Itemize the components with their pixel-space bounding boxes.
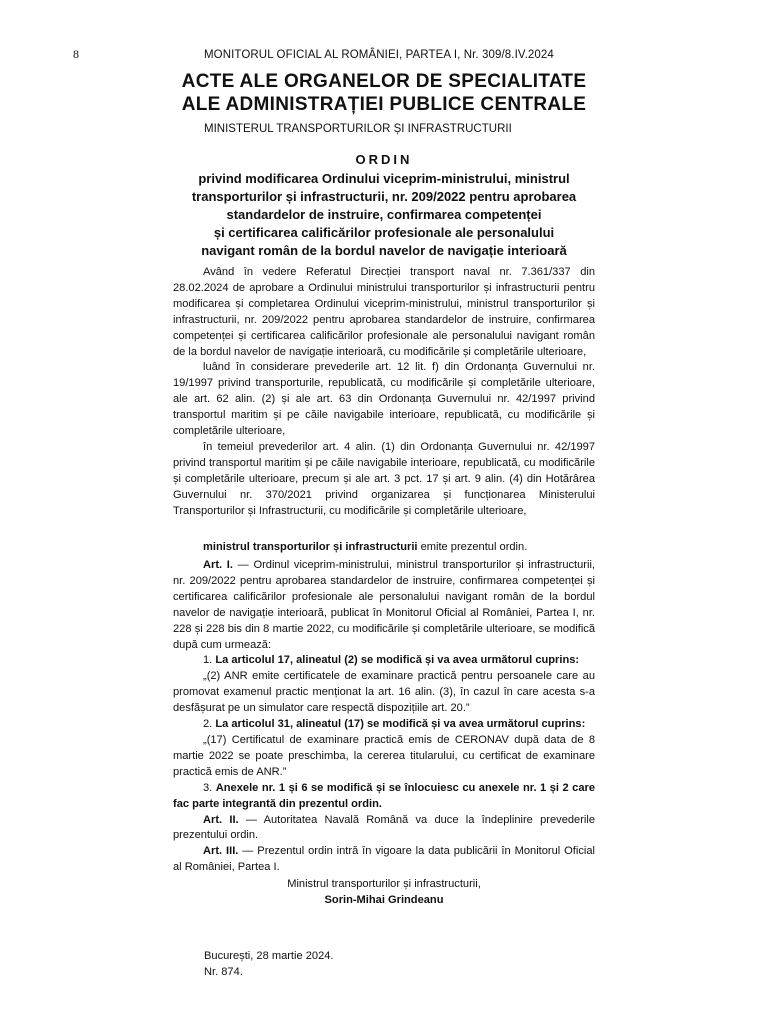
item-2-number: 2. xyxy=(203,718,216,731)
order-number: Nr. 874. xyxy=(204,965,243,978)
issuer-rest: emite prezentul ordin. xyxy=(417,541,528,553)
section-title-line2: ALE ADMINISTRAȚIEI PUBLICE CENTRALE xyxy=(181,94,587,115)
item-2-heading: La articolul 31, alineatul (17) se modifică și va avea următorul cuprins: xyxy=(215,718,586,731)
order-subtitle-line2: transporturilor și infrastructurii, nr. 209/2022 pentru aprobarea xyxy=(191,189,577,204)
article-1-text: — Ordinul viceprim-ministrului, ministrul transporturilor și infrastructurii, nr. 209/2022 pentru aprobarea standardelor de instruire, confirmarea competenței și certificarea calificărilor profesionale ale personalului navigant român de la bordul navelor de navigație interioară, publicat în Monitorul Oficial al României, Partea I, nr. 228 și 228 bis din 8 martie 2022, cu modificările și completările ulterioare, se modifică după cum urmează: xyxy=(173,559,595,651)
signature-name: Sorin-Mihai Grindeanu xyxy=(324,894,444,906)
issuing-clause xyxy=(173,540,595,556)
order-subtitle-line4: și certificarea calificărilor profesionale ale personalului xyxy=(213,225,555,240)
ministry-name: MINISTERUL TRANSPORTURILOR ȘI INFRASTRUCTURII xyxy=(204,123,512,135)
article-1-item-2 xyxy=(173,717,595,733)
preamble xyxy=(173,265,595,520)
article-1-item-1 xyxy=(173,653,595,669)
article-1-item-3 xyxy=(173,781,595,813)
signature-role: Ministrul transporturilor și infrastructurii, xyxy=(287,878,481,890)
article-1-item-2-body: „(17) Certificatul de examinare practică emis de CERONAV după data de 8 martie 2022 se poate preschimba, la cererea titularului, cu certificat de examinare practică emis de ANR.” xyxy=(173,733,595,778)
item-3-number: 3. xyxy=(203,781,216,794)
page-number: 8 xyxy=(73,47,79,61)
issuing-clause-text xyxy=(173,540,595,556)
article-1 xyxy=(173,558,595,653)
section-title-line1: ACTE ALE ORGANELOR DE SPECIALITATE xyxy=(181,71,587,92)
section-title xyxy=(170,70,598,116)
order-subtitle xyxy=(168,170,600,260)
document-footer xyxy=(204,949,334,980)
article-2 xyxy=(173,813,595,845)
place-and-date: București, 28 martie 2024. xyxy=(204,950,334,962)
item-3-heading: Anexele nr. 1 și 6 se modifică și se înlocuiesc cu anexele nr. 1 și 2 care fac parte integrantă din prezentul ordin. xyxy=(173,781,595,810)
issuer-name: ministrul transporturilor și infrastructurii xyxy=(203,541,418,553)
preamble-paragraph-3: în temeiul prevederilor art. 4 alin. (1) din Ordonanța Guvernului nr. 42/1997 privind transportul maritim și pe căile navigabile interioare, republicată, cu modificările și completările ulterioare, precum și ale art. 3 pct. 17 și art. 9 alin. (4) din Hotărârea Guvernului nr. 370/2021 privind organizarea și funcționarea Ministerului Transporturilor și Infrastructurii, cu modificările și completările ulterioare, xyxy=(173,440,595,517)
order-title: ORDIN xyxy=(355,152,413,167)
signature-block xyxy=(173,876,595,908)
article-3 xyxy=(173,844,595,876)
article-1-item-1-body: „(2) ANR emite certificatele de examinare practică pentru persoanele care au promovat examenul practic menționat la art. 16 alin. (3), în cazul în care acesta s-a desfășurat pe un simulator care respectă dispozițiile art. 20.” xyxy=(173,670,595,715)
item-1-heading: La articolul 17, alineatul (2) se modifică și va avea următorul cuprins: xyxy=(215,654,580,667)
item-1-number: 1. xyxy=(203,654,216,667)
article-3-text: — Prezentul ordin intră în vigoare la data publicării în Monitorul Oficial al României, Partea I. xyxy=(173,845,595,874)
articles xyxy=(173,558,595,876)
order-subtitle-line1: privind modificarea Ordinului viceprim-ministrului, ministrul xyxy=(198,171,570,186)
running-header: MONITORUL OFICIAL AL ROMÂNIEI, PARTEA I, Nr. 309/8.IV.2024 xyxy=(204,49,554,61)
article-3-label: Art. III. xyxy=(203,845,239,858)
preamble-paragraph-1: Având în vedere Referatul Direcției transport naval nr. 7.361/337 din 28.02.2024 de aprobare a Ordinului ministrului transporturilor și infrastructurii pentru modificarea și completarea Ordinului viceprim-ministrului, ministrul transporturilor și infrastructurii, nr. 209/2022 pentru aprobarea standardelor de instruire, confirmarea competenței și certificarea calificărilor profesionale ale personalului navigant român de la bordul navelor de navigație interioară, cu modificările și completările ulterioare, xyxy=(173,266,595,358)
article-2-text: — Autoritatea Navală Română va duce la îndeplinire prevederile prezentului ordin. xyxy=(173,813,595,842)
order-subtitle-line5: navigant român de la bordul navelor de navigație interioară xyxy=(201,243,567,258)
article-1-label: Art. I. xyxy=(203,559,233,571)
article-2-label: Art. II. xyxy=(203,813,239,826)
preamble-paragraph-2: luând în considerare prevederile art. 12 lit. f) din Ordonanța Guvernului nr. 19/1997 privind transporturile, republicată, cu modificările și completările ulterioare, ale art. 62 alin. (2) și ale art. 63 din Ordonanța Guvernului nr. 42/1997 privind transportul maritim și pe căile navigabile interioare, republicată, cu modificările și completările ulterioare, xyxy=(173,361,595,438)
order-subtitle-line3: standardelor de instruire, confirmarea competenței xyxy=(226,207,542,222)
